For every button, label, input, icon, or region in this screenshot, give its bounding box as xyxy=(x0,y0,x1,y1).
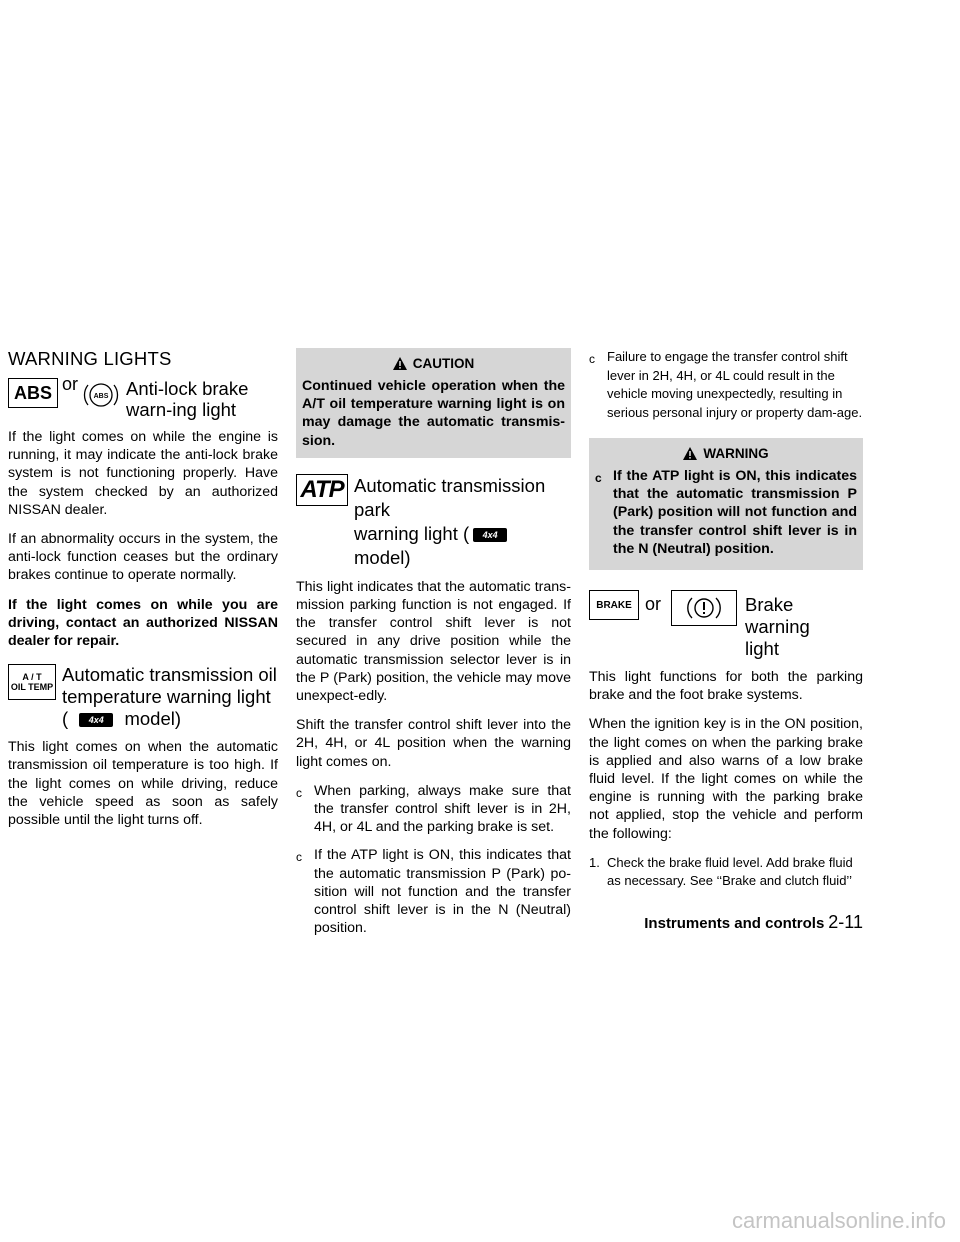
column-middle xyxy=(296,348,571,947)
atp-icon-label: ATP xyxy=(300,475,344,503)
caution-box xyxy=(296,348,571,458)
column-left xyxy=(8,348,278,840)
at-oil-temp-icon xyxy=(8,664,56,700)
watermark-text: carmanualsonline.info xyxy=(731,1208,946,1233)
brake-icon-label: BRAKE xyxy=(596,599,632,611)
bullet-mark: c xyxy=(296,850,302,865)
brake-title-line1: Brake warning xyxy=(745,594,810,638)
at-oil-heading xyxy=(8,664,278,730)
page-footer xyxy=(589,912,863,933)
warning-text: If the ATP light is ON, this indicates that the automatic transmission P (Park) position will not function and the transfer control shift lever is in the N (Neutral) position. xyxy=(613,468,857,557)
brake-circle-icon xyxy=(671,590,737,626)
brake-title-line2: light xyxy=(745,638,779,660)
abs-paragraph-2: If an abnormality occurs in the system, the anti-lock function ceases but the ordinary brakes continue to operate normally. xyxy=(8,531,278,584)
atp-warning-icon xyxy=(296,474,348,506)
warning-box xyxy=(589,438,863,570)
bullet-text: Failure to engage the transfer control shift lever in 2H, 4H, or 4L could result in the vehicle moving unexpectedly, resulting in serious personal injury or property dam-age. xyxy=(607,349,863,420)
brake-warning-icon xyxy=(589,590,639,620)
warning-label: WARNING xyxy=(703,446,769,461)
at-oil-icon-line2: OIL TEMP xyxy=(10,682,54,693)
step-number: 1. xyxy=(589,854,600,870)
warning-header xyxy=(595,446,857,461)
atp-heading xyxy=(296,474,571,570)
warning-triangle-icon xyxy=(683,447,697,460)
4x4-badge-icon: 4x4 xyxy=(79,713,113,727)
atp-paragraph-2: Shift the transfer control shift lever into the 2H, 4H, or 4L position when the warning light comes on. xyxy=(296,717,571,770)
abs-warning-icon xyxy=(8,378,58,408)
at-oil-title-close: model) xyxy=(124,708,182,730)
column-right xyxy=(589,348,863,891)
section-title: WARNING LIGHTS xyxy=(8,348,172,369)
abs-title: Anti-lock brake warn-ing light xyxy=(126,378,249,420)
at-oil-title xyxy=(62,664,277,730)
footer-section: Instruments and controls xyxy=(644,915,825,932)
brake-symbol-icon xyxy=(684,593,724,623)
bullet-mark: c xyxy=(595,471,602,485)
brake-title xyxy=(745,594,863,660)
brake-heading xyxy=(589,590,863,660)
bullet-mark: c xyxy=(589,352,595,366)
warning-item xyxy=(595,467,857,558)
atp-paragraph-1: This light indicates that the automatic trans-mission parking function is not engaged. If the transfer control shift lever is not secured in any drive position while the automatic transmission selector lever is in the P (Park) position, the vehicle may move unexpect-edly. xyxy=(296,578,571,705)
abs-circle-label: ABS xyxy=(93,393,109,400)
atp-title-line2 xyxy=(354,522,571,570)
list-item xyxy=(589,854,863,891)
warning-triangle-icon xyxy=(393,357,407,370)
or-text: or xyxy=(645,594,662,615)
at-oil-icon-line1: A / T xyxy=(22,672,42,683)
watermark xyxy=(0,1208,960,1234)
bullet-mark: c xyxy=(296,785,302,800)
abs-icon-label: ABS xyxy=(13,382,52,403)
caution-label: CAUTION xyxy=(412,356,475,371)
caution-text: Continued vehicle operation when the A/T oil temperature warning light is on may damage the automatic transmis-sion. xyxy=(302,378,565,449)
abs-paragraph-3: If the light comes on while you are driving, contact an authorized NISSAN dealer for repair. xyxy=(8,596,278,650)
step-text: Check the brake fluid level. Add brake fluid as necessary. See ‘‘Brake and clutch fluid’’ xyxy=(607,854,853,889)
at-oil-title-line3 xyxy=(62,708,277,730)
at-oil-paragraph-1: This light comes on when the automatic transmission oil temperature is too high. If the light comes on while driving, reduce the vehicle speed as soon as safely possible until the light turns off. xyxy=(8,739,278,829)
atp-title-open: warning light ( xyxy=(354,522,470,544)
bullet-text: If the ATP light is ON, this indicates that the automatic transmission P (Park) po-sition will not function and the transfer control shift lever is in the N (Neutral) position. xyxy=(314,847,571,937)
abs-paragraph-1: If the light comes on while the engine is running, it may indicate the anti-lock brake system is not functioning properly. Have the system checked by an authorized NISSAN dealer. xyxy=(8,429,278,518)
abs-circle-icon xyxy=(82,378,120,412)
brake-paragraph-1: This light functions for both the parking brake and the foot brake systems. xyxy=(589,669,863,704)
at-oil-title-open: ( xyxy=(62,708,69,730)
atp-title xyxy=(354,474,571,570)
page-number: 2-11 xyxy=(828,912,863,932)
list-item xyxy=(296,782,571,837)
at-oil-title-line2: temperature warning light xyxy=(62,686,271,708)
brake-paragraph-2: When the ignition key is in the ON position, the light comes on when the parking brake is applied and also warns of a low brake fluid level. If the light comes on while the engine is running with the parking brake not applied, stop the vehicle and perform the following: xyxy=(589,716,863,842)
list-item xyxy=(296,846,571,937)
bullet-text: When parking, always make sure that the transfer control shift lever is in 2H, 4H, or 4L and the parking brake is set. xyxy=(314,782,571,836)
list-item xyxy=(589,348,863,422)
atp-title-close: model) xyxy=(354,546,411,568)
abs-heading xyxy=(8,374,278,420)
4x4-badge-icon: 4x4 xyxy=(473,528,507,542)
atp-title-line1: Automatic transmission park xyxy=(354,474,546,520)
caution-header xyxy=(302,356,565,371)
at-oil-title-line1: Automatic transmission oil xyxy=(62,664,277,686)
or-text: or xyxy=(62,374,79,394)
